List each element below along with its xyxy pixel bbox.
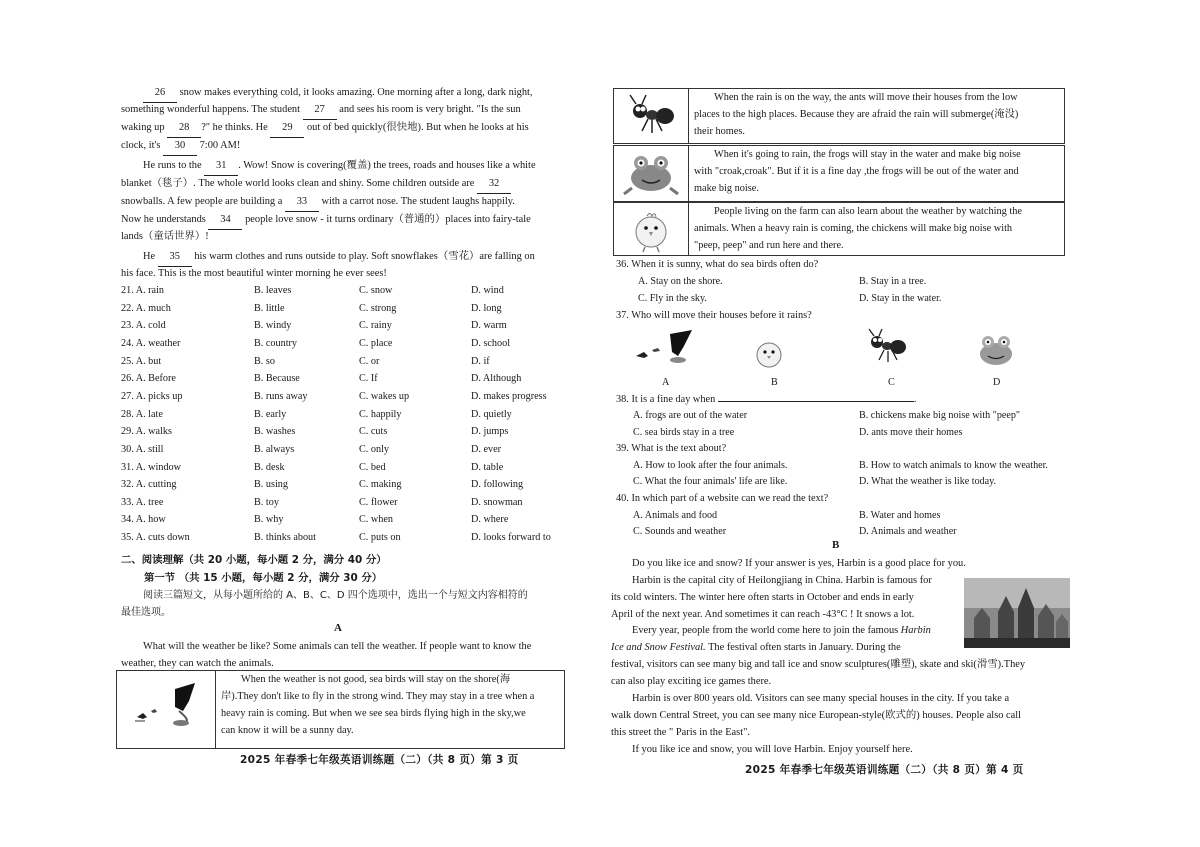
question-40: 40. In which part of a website can we read the text?	[616, 493, 829, 504]
page-footer-left: 2025 年春季七年级英语训练题（二）（共 8 页）第 3 页	[240, 754, 519, 766]
option-a[interactable]: 22. A. much	[121, 302, 171, 314]
option-a[interactable]: 34. A. how	[121, 514, 166, 526]
option-b[interactable]: B. why	[254, 514, 284, 526]
option-c[interactable]: C. If	[359, 373, 378, 385]
ant-text-line: places to the high places. Because they are afraid the rain will submerge(淹没)	[694, 109, 1019, 120]
option-row	[121, 317, 561, 335]
q40-option-a[interactable]: A. Animals and food	[633, 510, 718, 521]
ant-icon	[614, 89, 688, 143]
chicken-icon	[614, 203, 688, 255]
option-a[interactable]: 30. A. still	[121, 443, 164, 455]
option-a[interactable]: 33. A. tree	[121, 496, 164, 508]
cloze-line-8	[121, 211, 571, 230]
passage-b-para-5: If you like ice and snow, you will love Harbin. Enjoy yourself here.	[632, 744, 913, 755]
q36-option-c[interactable]: C. Fly in the sky.	[638, 293, 707, 304]
cloze-text: waking up	[121, 122, 165, 133]
question-37: 37. Who will move their houses before it rains?	[616, 310, 812, 321]
cloze-text: 7:00 AM!	[199, 140, 241, 151]
q39-option-b[interactable]: B. How to watch animals to know the weather.	[859, 460, 1048, 471]
cloze-text: snow makes everything cold, it looks amazing. One morning after a long, dark night,	[179, 87, 533, 98]
passage-b-para-3-line-3: festival, visitors can see many big and tall ice and snow sculptures(雕塑), skate and ski(滑雪).They	[611, 659, 1026, 670]
frog-text-line: make big noise.	[694, 183, 759, 194]
q37-label-d: D	[993, 377, 1001, 388]
cloze-line-1	[121, 84, 571, 103]
passage-b-para-3-line-2	[611, 639, 1073, 657]
q38-option-c[interactable]: C. sea birds stay in a tree	[633, 427, 735, 438]
cloze-text: . Wow! Snow is covering(覆盖) the trees, roads and houses like a white	[238, 160, 536, 171]
option-b[interactable]: B. little	[254, 302, 285, 314]
cloze-text: snowballs. A few people are building a	[121, 196, 283, 207]
passage-b-text: Every year, people from the world come here to join the famous	[632, 625, 899, 636]
blank-28: 28	[167, 119, 201, 138]
option-row	[121, 459, 561, 477]
page-footer-right: 2025 年春季七年级英语训练题（二）（共 8 页）第 4 页	[745, 764, 1024, 776]
cloze-line-7	[121, 193, 571, 212]
q37-label-b: B	[771, 377, 778, 388]
option-c[interactable]: C. rainy	[359, 320, 392, 332]
seabird-text-line: 岸).They don't like to fly in the strong wind. They may stay in a tree when a	[221, 691, 535, 702]
q39-option-c[interactable]: C. What the four animals' life are like.	[633, 476, 788, 487]
option-b[interactable]: B. runs away	[254, 390, 308, 402]
q37-chicken-icon[interactable]	[752, 334, 786, 372]
chicken-text-line: animals. When a heavy rain is coming, the chickens will make big noise with	[694, 223, 1013, 234]
passage-b-para-2-line-3: April of the next year. And sometimes it can reach -43°C ! It snows a lot.	[611, 609, 915, 620]
frog-box	[613, 145, 1065, 202]
cloze-text: with a carrot nose. The student laughs happily.	[321, 196, 515, 207]
option-d[interactable]: D. long	[471, 302, 502, 314]
question-39: 39. What is the text about?	[616, 443, 727, 454]
q37-ant-icon[interactable]	[862, 326, 910, 368]
q39-option-d[interactable]: D. What the weather is like today.	[859, 476, 997, 487]
option-row	[121, 282, 561, 300]
ant-image	[614, 89, 689, 143]
option-d[interactable]: D. where	[471, 514, 509, 526]
option-c[interactable]: C. when	[359, 514, 393, 526]
option-c[interactable]: C. place	[359, 337, 393, 349]
seabird-image	[117, 671, 216, 748]
option-c[interactable]: C. only	[359, 443, 390, 455]
cloze-text: He runs to the	[143, 160, 202, 171]
option-b[interactable]: B. always	[254, 443, 295, 455]
cloze-line-9	[121, 228, 571, 246]
cloze-text: his face. This is the most beautiful winter morning he ever sees!	[121, 268, 387, 279]
option-b[interactable]: B. country	[254, 337, 298, 349]
cloze-text: ?" he thinks. He	[201, 122, 268, 133]
option-a[interactable]: 26. A. Before	[121, 373, 176, 385]
seabird-text-line: heavy rain is coming. But when we see sea birds flying high in the sky,we	[221, 708, 526, 719]
option-c[interactable]: C. wakes up	[359, 390, 410, 402]
option-d[interactable]: D. ever	[471, 443, 501, 455]
passage-b-para-2-line-1: Harbin is the capital city of Heilongjiang in China. Harbin is famous for	[632, 575, 932, 586]
blank-32: 32	[477, 175, 511, 194]
option-row	[121, 406, 561, 424]
answer-blank[interactable]	[718, 390, 914, 402]
cloze-line-11	[121, 265, 571, 283]
option-a[interactable]: 25. A. but	[121, 355, 162, 367]
option-row	[121, 300, 561, 318]
seabird-box	[116, 670, 565, 749]
option-b[interactable]: B. leaves	[254, 285, 292, 296]
passage-b-italic: Ice and Snow Festival.	[611, 642, 706, 653]
question-36: 36. When it is sunny, what do sea birds often do?	[616, 259, 819, 270]
chicken-text	[694, 203, 1062, 254]
option-a[interactable]: 27. A. picks up	[121, 390, 183, 402]
option-b[interactable]: B. windy	[254, 320, 292, 332]
q36-option-a[interactable]: A. Stay on the shore.	[638, 276, 723, 287]
option-d[interactable]: D. warm	[471, 320, 507, 332]
blank-29: 29	[270, 119, 304, 138]
cloze-text: Now he understands	[121, 214, 206, 225]
seabird-text-line: can know it will be a sunny day.	[221, 725, 354, 736]
passage-b-text: The festival often starts in January. During the	[708, 642, 901, 653]
cloze-line-6	[121, 175, 571, 194]
option-b[interactable]: B. toy	[254, 496, 279, 508]
option-c[interactable]: C. or	[359, 355, 380, 367]
option-c[interactable]: C. happily	[359, 408, 402, 420]
subsection-title: 第一节 （共 15 小题，每小题 2 分，满分 30 分）	[144, 572, 383, 584]
instruction-line-1: 阅读三篇短文，从每小题所给的 A、B、C、D 四个选项中，选出一个与短文内容相符的	[143, 590, 528, 601]
option-d[interactable]: D. jumps	[471, 426, 509, 438]
option-a[interactable]: 23. A. cold	[121, 320, 166, 332]
cloze-line-2	[121, 101, 571, 120]
option-d[interactable]: D. makes progress	[471, 390, 547, 402]
option-c[interactable]: C. strong	[359, 302, 397, 314]
cloze-text: people love snow - it turns ordinary（普通的）places into fairy-tale	[245, 214, 531, 225]
passage-b-para-4-line-3: this street the " Paris in the East".	[611, 727, 750, 738]
q39-option-a[interactable]: A. How to look after the four animals.	[633, 460, 788, 471]
cloze-line-4	[121, 137, 571, 156]
option-a[interactable]: 24. A. weather	[121, 337, 181, 349]
option-row	[121, 335, 561, 353]
cloze-text: blanket（毯子）. The whole world looks clean and shiny. Some children outside are	[121, 178, 475, 189]
option-b[interactable]: B. washes	[254, 426, 296, 438]
passage-a-intro-1: What will the weather be like? Some animals can tell the weather. If people want to know the	[143, 641, 532, 652]
passage-b-para-3-line-1	[632, 622, 1072, 640]
frog-icon	[614, 146, 688, 201]
passage-b-label: B	[832, 539, 840, 551]
passage-b-para-4-line-2: walk down Central Street, you can see many nice European-style(欧式的) houses. People also call	[611, 710, 1022, 721]
option-a[interactable]: 32. A. cutting	[121, 479, 177, 491]
section-title: 二、阅读理解（共 20 小题，每小题 2 分，满分 40 分）	[121, 554, 387, 566]
option-d[interactable]: D. quietly	[471, 408, 512, 420]
option-a[interactable]: 35. A. cuts down	[121, 532, 190, 544]
cloze-text: and sees his room is very bright. "Is the sun	[339, 104, 521, 115]
frog-text-line: When it's going to rain, the frogs will stay in the water and make big noise	[714, 149, 1021, 160]
option-row	[121, 494, 561, 512]
cloze-line-3	[121, 119, 571, 138]
option-d[interactable]: D. snowman	[471, 496, 523, 508]
frog-image	[614, 146, 689, 201]
passage-b-para-2-line-2: its cold winters. The winter here often starts in October and ends in early	[611, 592, 914, 603]
option-c[interactable]: C. cuts	[359, 426, 388, 438]
question-38-text: 38. It is a fine day when	[616, 394, 716, 405]
option-c[interactable]: C. snow	[359, 285, 393, 296]
option-b[interactable]: B. early	[254, 408, 287, 420]
cloze-text: He	[143, 251, 156, 262]
seabird-text	[221, 671, 561, 739]
blank-35: 35	[158, 248, 192, 267]
chicken-text-line: "peep, peep" and run here and there.	[694, 240, 844, 251]
option-a[interactable]: 28. A. late	[121, 408, 163, 420]
option-row	[121, 353, 561, 371]
option-c[interactable]: C. making	[359, 479, 402, 491]
option-b[interactable]: B. thinks about	[254, 532, 316, 544]
cloze-text: lands（童话世界）!	[121, 231, 209, 242]
ant-text	[694, 89, 1062, 140]
option-d[interactable]: D. table	[471, 461, 504, 473]
q40-option-c[interactable]: C. Sounds and weather	[633, 526, 727, 537]
blank-34: 34	[208, 211, 242, 230]
option-row	[121, 476, 561, 494]
option-d[interactable]: D. following	[471, 479, 524, 491]
blank-30: 30	[163, 137, 197, 156]
option-c[interactable]: C. puts on	[359, 532, 401, 544]
blank-31: 31	[204, 157, 238, 176]
cloze-text: clock, it's	[121, 140, 161, 151]
passage-a-label: A	[334, 622, 342, 634]
q38-option-d[interactable]: D. ants move their homes	[859, 427, 963, 438]
option-a[interactable]: 31. A. window	[121, 461, 181, 473]
option-b[interactable]: B. desk	[254, 461, 285, 473]
cloze-text: his warm clothes and runs outside to play. Soft snowflakes（雪花）are falling on	[194, 251, 535, 262]
instruction-line-2: 最佳选项。	[121, 607, 171, 618]
option-d[interactable]: D. if	[471, 355, 490, 367]
option-row	[121, 529, 561, 547]
q37-seabird-icon[interactable]	[630, 328, 700, 368]
chicken-text-line: People living on the farm can also learn about the weather by watching the	[714, 206, 1022, 217]
passage-b-para-1: Do you like ice and snow? If your answer is yes, Harbin is a good place for you.	[632, 558, 966, 569]
option-b[interactable]: B. using	[254, 479, 288, 491]
blank-26: 26	[143, 84, 177, 103]
passage-b-italic: Harbin	[900, 625, 931, 636]
frog-text-line: with "croak,croak". But if it is a fine day ,the frogs will be out of the water and	[694, 166, 1019, 177]
passage-a-intro-2: weather, they can watch the animals.	[121, 658, 274, 669]
cloze-text: something wonderful happens. The student	[121, 104, 301, 115]
option-d[interactable]: D. school	[471, 337, 511, 349]
option-b[interactable]: B. so	[254, 355, 275, 367]
option-row	[121, 511, 561, 529]
frog-text	[694, 146, 1062, 197]
option-row	[121, 370, 561, 388]
option-c[interactable]: C. flower	[359, 496, 398, 508]
ant-box	[613, 88, 1065, 144]
q38-option-a[interactable]: A. frogs are out of the water	[633, 410, 748, 421]
ant-text-line: their homes.	[694, 126, 745, 137]
chicken-box	[613, 202, 1065, 256]
option-row	[121, 388, 561, 406]
q37-label-a: A	[662, 377, 670, 388]
seabird-icon	[117, 671, 215, 748]
blank-27: 27	[303, 101, 337, 120]
chicken-image	[614, 203, 689, 255]
option-d[interactable]: D. wind	[471, 285, 504, 296]
option-row	[121, 423, 561, 441]
blank-33: 33	[285, 193, 319, 212]
cloze-line-10	[121, 248, 571, 267]
option-c[interactable]: C. bed	[359, 461, 386, 473]
q37-label-c: C	[888, 377, 895, 388]
q36-option-b[interactable]: B. Stay in a tree.	[859, 276, 927, 287]
cloze-line-5	[121, 157, 571, 176]
ant-text-line: When the rain is on the way, the ants will move their houses from the low	[714, 92, 1018, 103]
right-page	[600, 0, 1200, 847]
cloze-text: out of bed quickly(很快地). But when he looks at his	[306, 122, 529, 133]
q37-frog-icon[interactable]	[972, 330, 1020, 370]
option-row	[121, 441, 561, 459]
q38-option-b[interactable]: B. chickens make big noise with "peep"	[859, 410, 1021, 421]
passage-b-para-3-line-4: can also play exciting ice games there.	[611, 676, 772, 687]
q40-option-d[interactable]: D. Animals and weather	[859, 526, 957, 537]
question-38: 38. It is a fine day when .	[616, 390, 916, 408]
option-b[interactable]: B. Because	[254, 373, 300, 385]
passage-b-para-4-line-1: Harbin is over 800 years old. Visitors can see many special houses in the city. If you take a	[632, 693, 1010, 704]
q40-option-b[interactable]: B. Water and homes	[859, 510, 941, 521]
q36-option-d[interactable]: D. Stay in the water.	[859, 293, 942, 304]
option-d[interactable]: D. Although	[471, 373, 522, 385]
option-a[interactable]: 29. A. walks	[121, 426, 172, 438]
option-a[interactable]: 21. A. rain	[121, 285, 165, 296]
option-d[interactable]: D. looks forward to	[471, 532, 551, 544]
seabird-text-line: When the weather is not good, sea birds will stay on the shore(海	[241, 674, 511, 685]
